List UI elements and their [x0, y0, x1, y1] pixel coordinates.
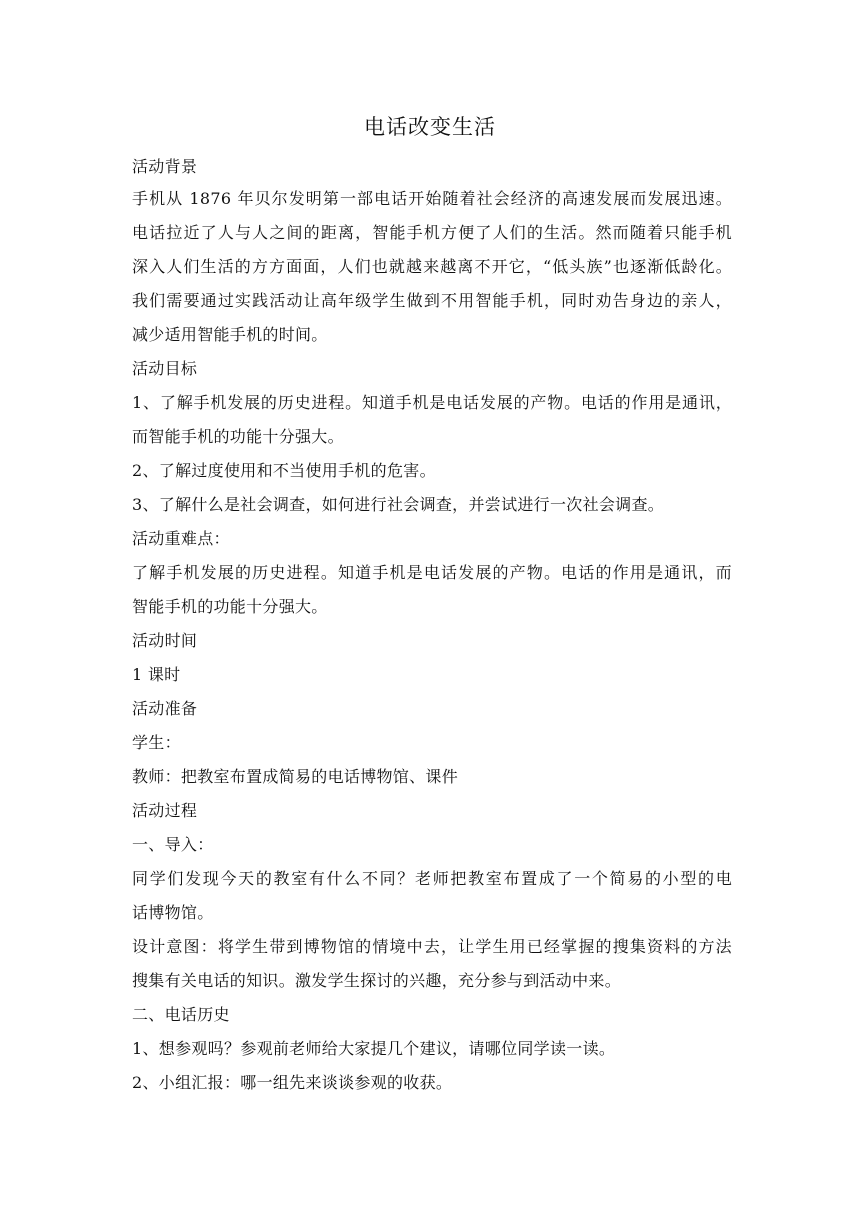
- body-line: 同学们发现今天的教室有什么不同？老师把教室布置成了一个简易的小型的电: [132, 869, 732, 888]
- body-line: 智能手机的功能十分强大。: [132, 597, 328, 616]
- body-line: 减少适用智能手机的时间。: [132, 325, 328, 344]
- body-line: 学生：: [132, 733, 181, 752]
- body-line: 了解手机发展的历史进程。知道手机是电话发展的产物。电话的作用是通讯，而: [132, 563, 732, 582]
- body-line: 设计意图：将学生带到博物馆的情境中去，让学生用已经掌握的搜集资料的方法: [132, 937, 732, 956]
- body-line: 活动准备: [132, 699, 198, 718]
- body-line: 3、了解什么是社会调查，如何进行社会调查，并尝试进行一次社会调查。: [132, 495, 665, 514]
- body-line: 手机从 1876 年贝尔发明第一部电话开始随着社会经济的高速发展而发展迅速。: [132, 189, 732, 208]
- body-line: 我们需要通过实践活动让高年级学生做到不用智能手机，同时劝告身边的亲人，: [132, 291, 732, 310]
- body-line: 活动目标: [132, 359, 198, 378]
- body-line: 1、想参观吗？参观前老师给大家提几个建议，请哪位同学读一读。: [132, 1039, 616, 1058]
- body-line: 1、了解手机发展的历史进程。知道手机是电话发展的产物。电话的作用是通讯，: [132, 393, 732, 412]
- body-line: 搜集有关电话的知识。激发学生探讨的兴趣，充分参与到活动中来。: [132, 971, 622, 990]
- body-line: 活动背景: [132, 157, 198, 176]
- document-title: 电话改变生活: [364, 115, 496, 139]
- body-line: 深入人们生活的方方面面，人们也就越来越离不开它，“低头族”也逐渐低龄化。: [132, 257, 732, 276]
- body-line: 而智能手机的功能十分强大。: [132, 427, 344, 446]
- body-line: 一、导入：: [132, 835, 214, 854]
- body-line: 活动重难点：: [132, 529, 230, 548]
- body-line: 活动过程: [132, 801, 198, 820]
- body-line: 2、了解过度使用和不当使用手机的危害。: [132, 461, 436, 480]
- body-line: 活动时间: [132, 631, 198, 650]
- body-line: 电话拉近了人与人之间的距离，智能手机方便了人们的生活。然而随着只能手机: [132, 223, 732, 242]
- body-line: 教师：把教室布置成简易的电话博物馆、课件: [132, 767, 459, 786]
- body-line: 话博物馆。: [132, 903, 214, 922]
- body-line: 1 课时: [132, 665, 181, 684]
- body-line: 2、小组汇报：哪一组先来谈谈参观的收获。: [132, 1073, 453, 1092]
- body-line: 二、电话历史: [132, 1005, 230, 1024]
